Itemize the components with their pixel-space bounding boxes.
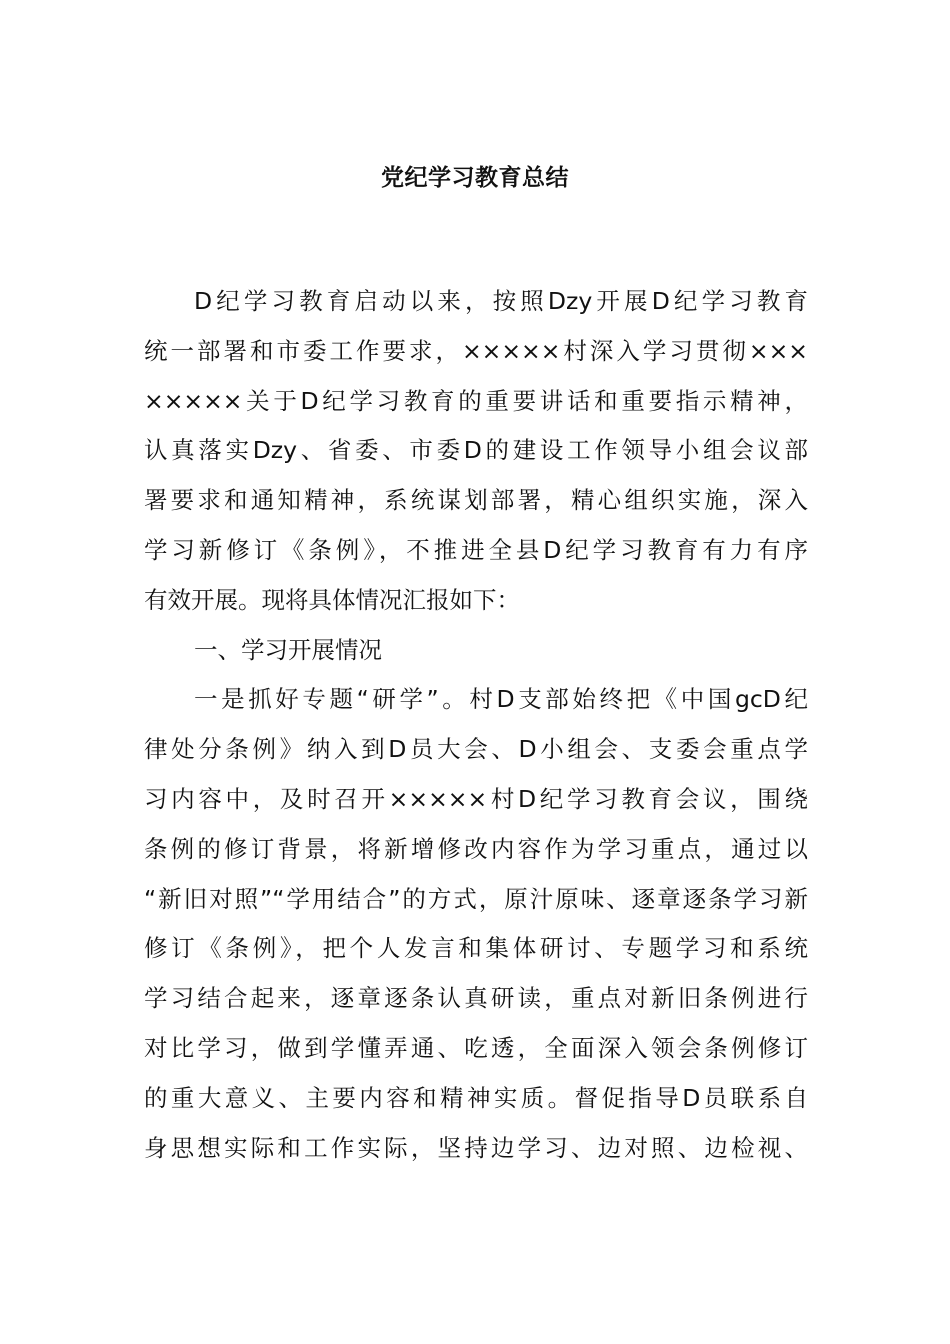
paragraph-line: 修订《条例》，把个人发言和集体研讨、专题学习和系统 <box>144 934 808 963</box>
paragraph-line: 学习新修订《条例》，不推进全县D纪学习教育有力有序 <box>144 535 808 564</box>
paragraph-line: 对比学习，做到学懂弄通、吃透，全面深入领会条例修订 <box>144 1033 808 1062</box>
paragraph-line: 身思想实际和工作实际，坚持边学习、边对照、边检视、 <box>144 1133 808 1162</box>
paragraph-line: 学习结合起来，逐章逐条认真研读，重点对新旧条例进行 <box>144 984 808 1013</box>
paragraph-line: 认真落实Dzy、省委、市委D的建设工作领导小组会议部 <box>144 436 808 465</box>
section-heading: 一、学习开展情况 <box>194 635 382 664</box>
paragraph-line: ×××××关于D纪学习教育的重要讲话和重要指示精神， <box>144 386 808 415</box>
paragraph-line: 署要求和通知精神，系统谋划部署，精心组织实施，深入 <box>144 486 808 515</box>
document-title: 党纪学习教育总结 <box>381 165 569 191</box>
paragraph-line: 条例的修订背景，将新增修改内容作为学习重点，通过以 <box>144 834 808 863</box>
paragraph-line: “新旧对照”“学用结合”的方式，原汁原味、逐章逐条学习新 <box>144 884 808 913</box>
paragraph-line: 统一部署和市委工作要求，×××××村深入学习贯彻××× <box>144 336 808 365</box>
paragraph-line: 的重大意义、主要内容和精神实质。督促指导D员联系自 <box>144 1083 808 1112</box>
document-body <box>144 277 808 1173</box>
paragraph-line: 有效开展。现将具体情况汇报如下： <box>144 585 520 614</box>
paragraph-line: 律处分条例》纳入到D员大会、D小组会、支委会重点学 <box>144 735 808 764</box>
paragraph-line: 习内容中，及时召开×××××村D纪学习教育会议，围绕 <box>144 784 808 813</box>
paragraph-line: 一是抓好专题“研学”。村D支部始终把《中国gcD纪 <box>194 685 808 714</box>
paragraph-line: D纪学习教育启动以来，按照Dzy开展D纪学习教育 <box>194 287 808 315</box>
